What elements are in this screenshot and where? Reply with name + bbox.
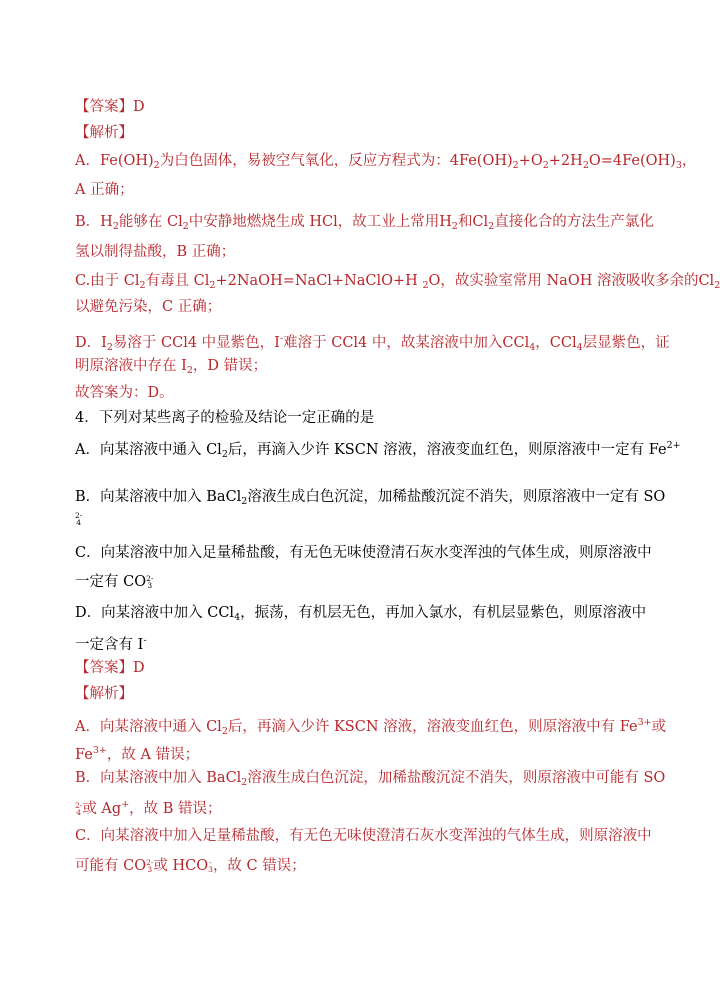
analysis-label-2: 【解析】 <box>75 686 133 702</box>
analysis2-option-b-line1: B．向某溶液中加入 BaCl$_2$溶液生成白色沉淀，加稀盐酸沉淀不消失，则原溶液中可能有 SO <box>75 770 666 788</box>
analysis1-option-b-line2: 氢以制得盐酸，B 正确； <box>75 244 236 260</box>
question-4-stem: 4．下列对某些离子的检验及结论一定正确的是 <box>75 410 375 426</box>
question-4-option-d-line2: 一定含有 I- <box>75 635 147 653</box>
question-4-option-b: B．向某溶液中加入 BaCl$_2$溶液生成白色沉淀，加稀盐酸沉淀不消失，则原溶液中一定有 SO <box>75 489 666 507</box>
answer-value: D <box>133 99 145 115</box>
question-4-option-a: A．向某溶液中通入 $Cl_2$后，再滴入少许 KSCN 溶液，溶液变血红色，则原溶液中一定有 $Fe^{2+}$ <box>75 440 681 460</box>
analysis1-option-a-line2: A 正确； <box>75 182 134 198</box>
answer-value: D <box>133 660 145 676</box>
analysis2-option-c-line1: C．向某溶液中加入足量稀盐酸，有无色无味使澄清石灰水变浑浊的气体生成，则原溶液中 <box>75 828 652 844</box>
analysis1-option-d-line1: D．$I_2$易溶于 CCl4 中显紫色，I-难溶于 CCl4 中，故某溶液中加入CCl$_4$，CCl$_4$层显紫色，证 <box>75 333 670 353</box>
analysis1-option-d-line2: 明原溶液中存在 $I_2$，D 错误； <box>75 358 268 376</box>
analysis1-option-c-line1: C.由于 $Cl_2$有毒且 $Cl_2+2NaOH=NaCl+NaClO+H$ $_2$O，故实验室常用 NaOH 溶液吸收多余的$Cl_2$ <box>75 273 720 291</box>
analysis-label-1: 【解析】 <box>75 125 133 141</box>
question-4-option-d-line1: D．向某溶液中加入 CCl$_4$，振荡，有机层无色，再加入氯水，有机层显紫色，则原溶液中 <box>75 605 647 623</box>
analysis1-option-c-line2: 以避免污染，C 正确； <box>75 299 222 315</box>
conclusion-1: 故答案为：D。 <box>75 385 174 401</box>
analysis1-option-a-line1: A．$Fe(OH)_2$为白色固体，易被空气氧化，反应方程式为：$4Fe(OH)_2+O_2+2H_2O=4Fe(OH)_3$， <box>75 153 697 171</box>
question-4-option-c-line1: C．向某溶液中加入足量稀盐酸，有无色无味使澄清石灰水变浑浊的气体生成，则原溶液中 <box>75 545 652 561</box>
analysis2-option-a-line1: A．向某溶液中通入 $Cl_2$后，再滴入少许 KSCN 溶液，溶液变血红色，则原溶液中有 $Fe^{3+}$或 <box>75 717 667 737</box>
answer-label: 【答案】 <box>75 660 133 676</box>
analysis2-option-b-line2: 2- 4 或 Ag+，故 B 错误； <box>75 799 222 817</box>
analysis1-option-b-line1: B．$H_2$能够在 $Cl_2$中安静地燃烧生成 HCl，故工业上常用$H_2$和$Cl_2$直接化合的方法生产氯化 <box>75 214 654 232</box>
analysis2-option-c-line2: 可能有 CO 2- 3 或 HCO - 3 ，故 C 错误； <box>75 858 306 874</box>
question-4-option-c-line2: 一定有 CO 2- 3 <box>75 574 154 590</box>
answer-label: 【答案】 <box>75 99 133 115</box>
answer-line-2 <box>75 658 145 678</box>
question-4-option-b-ion-charge: 2- 4 <box>75 511 83 527</box>
analysis2-option-a-line2: $Fe^{3+}$，故 A 错误； <box>75 745 200 763</box>
answer-line-1 <box>75 97 145 117</box>
